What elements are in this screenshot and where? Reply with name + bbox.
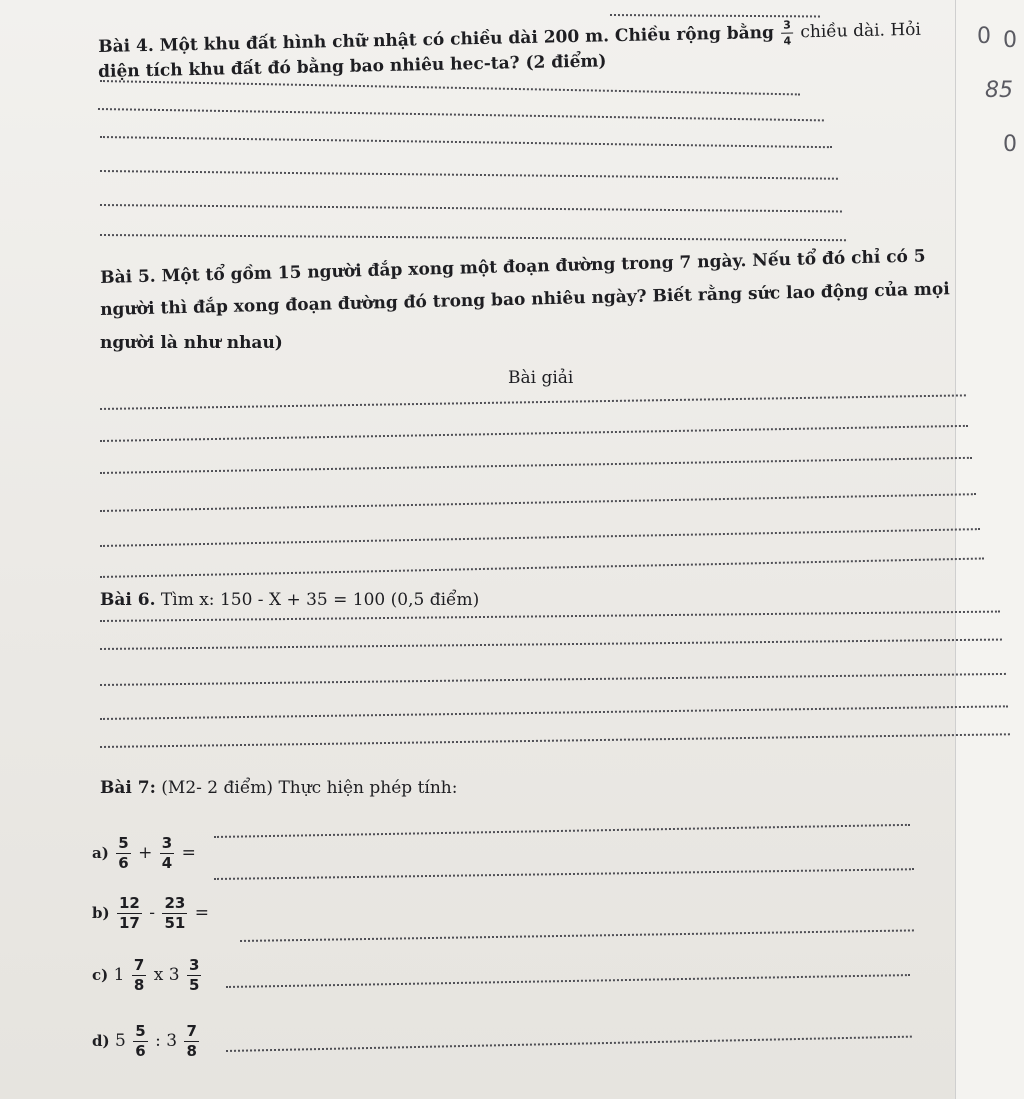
fraction: $\frac{7}{8}$ [186,1022,197,1060]
part-a-label: a) [92,844,109,862]
whole-number: 3 [166,1031,178,1051]
part-d-label: d) [92,1032,110,1050]
bai7-label: Bài 7: [100,778,156,798]
fraction: $\frac{12}{17}$ [119,894,140,932]
whole-number: 5 [115,1031,126,1051]
bai5-line2: người thì đắp xong đoạn đường đó trong bao nhiêu ngày? Biết rằng sức lao động của mọi [99,279,950,320]
equals-sign: = [181,843,196,863]
fraction-three-quarters: $\frac{3}{4}$ [783,18,792,48]
fraction: $\frac{7}{8}$ [133,956,145,994]
margin-mark: 85 [985,78,1013,103]
bai5-heading: Bài giải [508,368,574,388]
whole-number: 1 [113,965,125,985]
part-b-label: b) [92,904,110,922]
fraction: $\frac{3}{5}$ [188,956,200,994]
bai5-line3: người là như nhau) [100,333,283,353]
bai7-part-b [92,896,209,931]
bai5-line1: Bài 5. Một tổ gồm 15 người đắp xong một đoạn đường trong 7 ngày. Nếu tổ đó chỉ có 5 [99,246,926,288]
fraction: $\frac{3}{4}$ [161,834,173,872]
bai7-part-c [92,958,203,993]
operator: - [149,903,156,923]
part-c-label: c) [92,966,109,984]
bai6-text: Tìm x: 150 - X + 35 = 100 (0,5 điểm) [160,590,480,610]
fraction: $\frac{5}{6}$ [118,834,129,872]
bai7-part-d [92,1024,201,1059]
bai6-line [100,592,479,609]
fraction: $\frac{5}{6}$ [135,1022,146,1060]
operator: : [155,1031,161,1051]
margin-mark: 0 [1003,132,1017,157]
next-page-edge [955,0,1024,1099]
bai4-text-a: Bài 4. Một khu đất hình chữ nhật có chiều dài 200 m. Chiều rộng bằng [98,22,775,57]
bai7-line [100,780,457,797]
bai7-part-a [92,836,196,871]
equals-sign: = [194,903,209,923]
bai4-line2: diện tích khu đất đó bằng bao nhiêu hec-ta? (2 điểm) [97,51,607,82]
bai7-text: (M2- 2 điểm) Thực hiện phép tính: [161,778,458,798]
bai6-label: Bài 6. [100,590,156,610]
margin-mark: 0 [977,24,991,49]
whole-number: 3 [168,965,180,985]
operator: + [138,843,153,863]
margin-mark: 0 [1003,28,1017,53]
fraction: $\frac{23}{51}$ [164,894,186,932]
operator: x [153,965,164,985]
bai4-text-b: chiều dài. Hỏi [800,19,922,43]
